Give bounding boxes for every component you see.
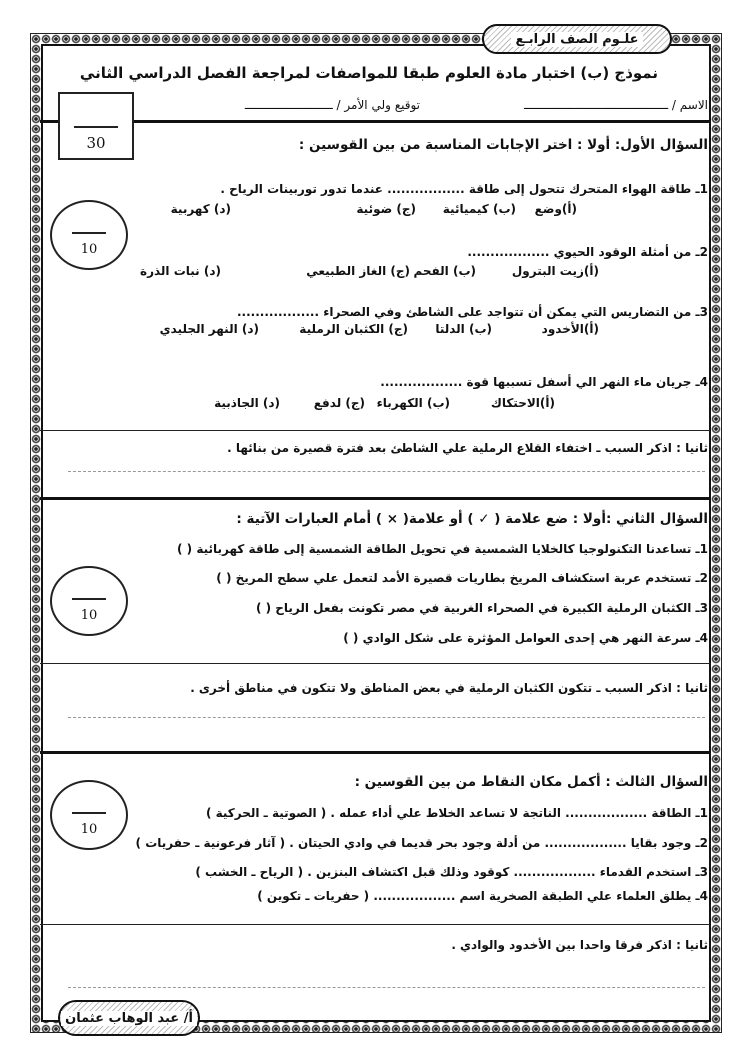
q1-item-3-option-b[interactable]: (ب) الدلتا bbox=[435, 322, 492, 336]
q1-item-2-option-c[interactable]: (ج) الغاز الطبيعي bbox=[306, 264, 410, 278]
divider bbox=[40, 751, 710, 754]
q3-score: 10 bbox=[80, 822, 98, 837]
answer-line[interactable] bbox=[68, 717, 705, 718]
subject-badge-text: علـوم الصف الرابـع bbox=[511, 32, 642, 47]
q3-heading: السؤال الثالث : أكمل مكان النقاط من بين القوسين : bbox=[354, 774, 708, 790]
q1-item-4: 4ـ جريان ماء النهر الي أسفل تسببها قوة .................. bbox=[380, 375, 708, 389]
q1-score: 10 bbox=[80, 242, 98, 257]
q3-item-4: 4ـ يطلق العلماء علي الطبقة الصخرية اسم .................. ( حفريات ـ تكوين ) bbox=[257, 889, 708, 903]
q2-heading: السؤال الثاني :أولا : ضع علامة ( ✓ ) أو علامة( × ) أمام العبارات الآتية : bbox=[236, 511, 708, 527]
subject-badge bbox=[482, 24, 672, 54]
q1-item-3: 3ـ من التضاريس التي يمكن أن تتواجد على الشاطئ وفي الصحراء .................. bbox=[236, 305, 708, 319]
q1-item-2: 2ـ من أمثلة الوقود الحيوي .................. bbox=[467, 245, 708, 259]
guardian-signature-field[interactable]: توقيع ولي الأمر / ـــــــــــــــــــــــــ bbox=[244, 98, 420, 112]
divider bbox=[40, 120, 710, 123]
author-badge bbox=[58, 1000, 200, 1036]
q2-item-2: 2ـ تستخدم عربة استكشاف المريخ بطاريات قصيرة الأمد لتعمل علي سطح المريخ ( ) bbox=[216, 571, 708, 585]
q1-item-2-option-b[interactable]: (ب) الفحم bbox=[413, 264, 476, 278]
page-title: نموذج (ب) اختبار مادة العلوم طبقا للمواصفات لمراجعة الفصل الدراسي الثاني bbox=[79, 64, 658, 82]
q2-score: 10 bbox=[80, 608, 98, 623]
q2-item-4: 4ـ سرعة النهر هي إحدى العوامل المؤثرة على شكل الوادي ( ) bbox=[343, 631, 708, 645]
divider bbox=[40, 497, 710, 500]
q1-item-3-option-c[interactable]: (ج) الكثبان الرملية bbox=[299, 322, 408, 336]
divider bbox=[40, 430, 710, 431]
q3-item-3: 3ـ استخدم القدماء .................. كوقود وذلك قبل اكتشاف البنزين . ( الرياح ـ الخشب ) bbox=[195, 865, 708, 879]
total-score-box bbox=[58, 92, 134, 160]
divider bbox=[40, 924, 710, 925]
q1-item-3-option-d[interactable]: (د) النهر الجليدي bbox=[159, 322, 259, 336]
q1-item-2-option-a[interactable]: (أ)زيت البترول bbox=[511, 264, 599, 278]
q1-item-1-option-c[interactable]: (ج) ضوئية bbox=[356, 202, 416, 216]
q1-item-1-option-a[interactable]: (أ)وضع bbox=[534, 202, 577, 216]
q3-score-circle bbox=[50, 780, 128, 850]
q1-item-1-option-d[interactable]: (د) كهربية bbox=[170, 202, 231, 216]
answer-line[interactable] bbox=[68, 471, 705, 472]
q2-item-3: 3ـ الكثبان الرملية الكبيرة في الصحراء الغربية في مصر تكونت بفعل الرياح ( ) bbox=[255, 601, 708, 615]
q2-second-part: ثانيا : اذكر السبب ـ تتكون الكثبان الرملية في بعض المناطق ولا تتكون في مناطق أخرى . bbox=[190, 681, 708, 695]
author-name: أ/ عبد الوهاب عثمان bbox=[61, 1011, 197, 1026]
q2-item-1: 1ـ تساعدنا التكنولوجيا كالخلايا الشمسية في تحويل الطاقة الشمسية إلى طاقة كهربائية ( ) bbox=[177, 542, 708, 556]
q1-item-2-option-d[interactable]: (د) نبات الذرة bbox=[140, 264, 221, 278]
q3-item-1: 1ـ الطاقة .................. الناتجة لا تساعد الخلاط علي أداء عمله . ( الصوتية ـ الحركية ) bbox=[205, 806, 708, 820]
q1-score-circle bbox=[50, 200, 128, 270]
total-score: 30 bbox=[86, 134, 106, 152]
q1-item-1: 1ـ طاقة الهواء المتحرك تتحول إلى طاقة ................. عندما تدور توربينات الرياح . bbox=[220, 182, 708, 196]
q3-second-part: ثانيا : اذكر فرقا واحدا بين الأخدود والوادي . bbox=[451, 938, 708, 952]
q1-item-4-option-a[interactable]: (أ)الاحتكاك bbox=[490, 396, 555, 410]
q1-item-4-option-c[interactable]: (ج) لدفع bbox=[313, 396, 365, 410]
q1-heading: السؤال الأول: أولا : اختر الإجابات المناسبة من بين القوسين : bbox=[298, 137, 708, 153]
q2-score-circle bbox=[50, 566, 128, 636]
q3-item-2: 2ـ وجود بقايا .................. من أدلة وجود بحر قديما في وادي الحيتان . ( آثار فرعونية ـ حفريات ) bbox=[135, 836, 708, 850]
q1-item-4-option-d[interactable]: (د) الجاذبية bbox=[214, 396, 280, 410]
q1-second-part: ثانيا : اذكر السبب ـ اختفاء القلاع الرملية علي الشاطئ بعد فترة قصيرة من بنائها . bbox=[227, 441, 708, 455]
q1-item-1-option-b[interactable]: (ب) كيميائية bbox=[442, 202, 516, 216]
q1-item-3-option-a[interactable]: (أ)الأخدود bbox=[541, 322, 599, 336]
q1-item-4-option-b[interactable]: (ب) الكهرباء bbox=[376, 396, 450, 410]
name-field[interactable]: الاسم / ـــــــــــــــــــــــــــــــــــــــــ bbox=[523, 98, 708, 112]
divider bbox=[40, 663, 710, 664]
answer-line[interactable] bbox=[68, 987, 705, 988]
